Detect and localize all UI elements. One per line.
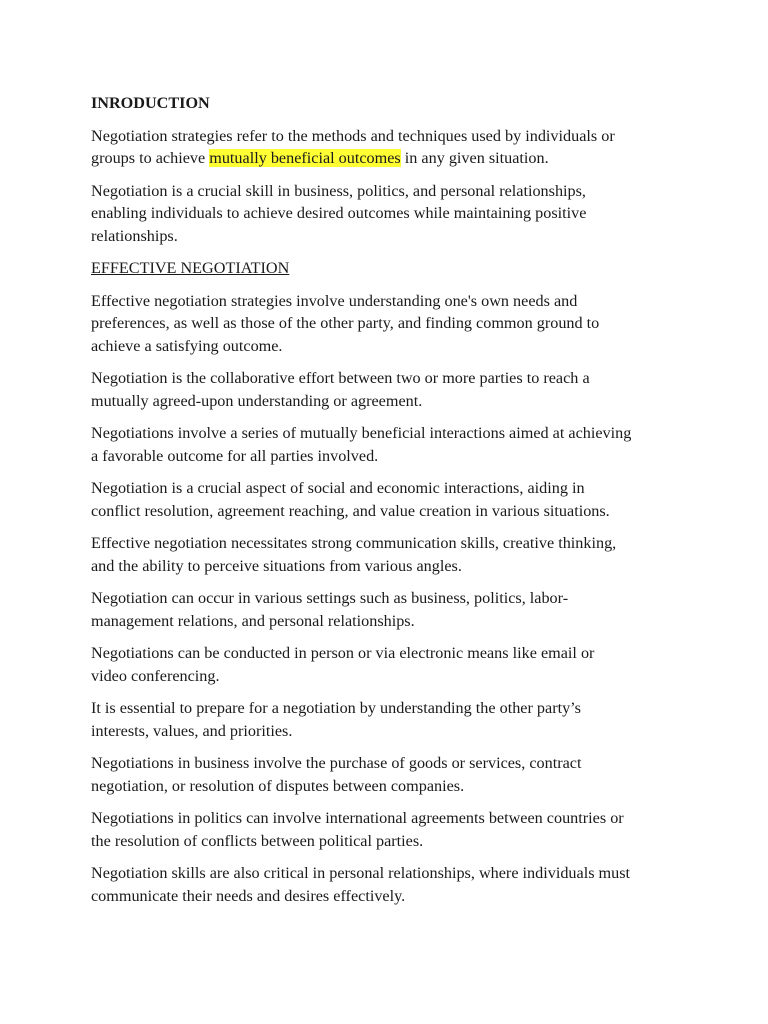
paragraph-line: Negotiations in business involve the purchase of goods or services, contract xyxy=(91,754,582,772)
paragraph-line: mutually agreed-upon understanding or agreement. xyxy=(91,391,423,410)
paragraph-line: interests, values, and priorities. xyxy=(91,721,293,740)
paragraph-line: the resolution of conflicts between political parties. xyxy=(91,831,424,850)
body-paragraph xyxy=(91,290,691,358)
intro-paragraph-2-line-1: Negotiation is a crucial skill in business, politics, and personal relationships, xyxy=(91,181,586,200)
intro-paragraph-1 xyxy=(91,125,691,170)
paragraph-line: Negotiation is the collaborative effort between two or more parties to reach a xyxy=(91,369,590,387)
paragraph-line: communicate their needs and desires effectively. xyxy=(91,886,406,905)
paragraph-line: Negotiations in politics can involve international agreements between countries or xyxy=(91,809,624,827)
body-paragraph xyxy=(91,587,691,632)
paragraph-line: negotiation, or resolution of disputes between companies. xyxy=(91,776,465,795)
section-heading-introduction: INRODUCTION xyxy=(91,94,210,112)
body-paragraph xyxy=(91,422,691,467)
paragraph-line: conflict resolution, agreement reaching, and value creation in various situations. xyxy=(91,501,610,520)
body-paragraph xyxy=(91,862,691,907)
body-paragraph xyxy=(91,532,691,577)
intro-paragraph-2 xyxy=(91,180,691,248)
document-page xyxy=(91,92,691,917)
paragraph-line: Negotiations involve a series of mutually beneficial interactions aimed at achieving xyxy=(91,424,632,442)
body-paragraph xyxy=(91,477,691,522)
body-paragraph xyxy=(91,697,691,742)
body-paragraph xyxy=(91,752,691,797)
body-paragraph xyxy=(91,367,691,412)
paragraph-line: Effective negotiation strategies involve understanding one's own needs and xyxy=(91,291,578,310)
body-paragraph xyxy=(91,807,691,852)
paragraph-line: Negotiations can be conducted in person or via electronic means like email or xyxy=(91,644,595,662)
intro-paragraph-2-line-2: enabling individuals to achieve desired outcomes while maintaining positive xyxy=(91,204,587,222)
intro-paragraph-1-pre: groups to achieve xyxy=(91,149,210,167)
paragraph-line: Negotiation is a crucial aspect of social and economic interactions, aiding in xyxy=(91,479,585,497)
paragraph-line: and the ability to perceive situations from various angles. xyxy=(91,556,462,575)
paragraph-line: Negotiation skills are also critical in personal relationships, where individuals must xyxy=(91,864,631,882)
paragraph-line: Negotiation can occur in various settings such as business, politics, labor- xyxy=(91,589,569,607)
paragraph-line: video conferencing. xyxy=(91,666,220,685)
intro-paragraph-1-post: in any given situation. xyxy=(400,149,549,167)
intro-paragraph-1-line-1: Negotiation strategies refer to the methods and techniques used by individuals or xyxy=(91,126,615,145)
body-paragraphs xyxy=(91,290,691,908)
body-paragraph xyxy=(91,642,691,687)
highlighted-text: mutually beneficial outcomes xyxy=(209,149,401,167)
intro-paragraph-2-line-3: relationships. xyxy=(91,226,178,245)
paragraph-line: preferences, as well as those of the other party, and finding common ground to xyxy=(91,314,600,332)
section-heading-effective-negotiation: EFFECTIVE NEGOTIATION xyxy=(91,259,290,277)
paragraph-line: Effective negotiation necessitates strong communication skills, creative thinking, xyxy=(91,534,617,552)
paragraph-line: management relations, and personal relationships. xyxy=(91,611,415,630)
paragraph-line: It is essential to prepare for a negotiation by understanding the other party’s xyxy=(91,699,581,717)
paragraph-line: achieve a satisfying outcome. xyxy=(91,336,283,355)
paragraph-line: a favorable outcome for all parties involved. xyxy=(91,446,379,465)
